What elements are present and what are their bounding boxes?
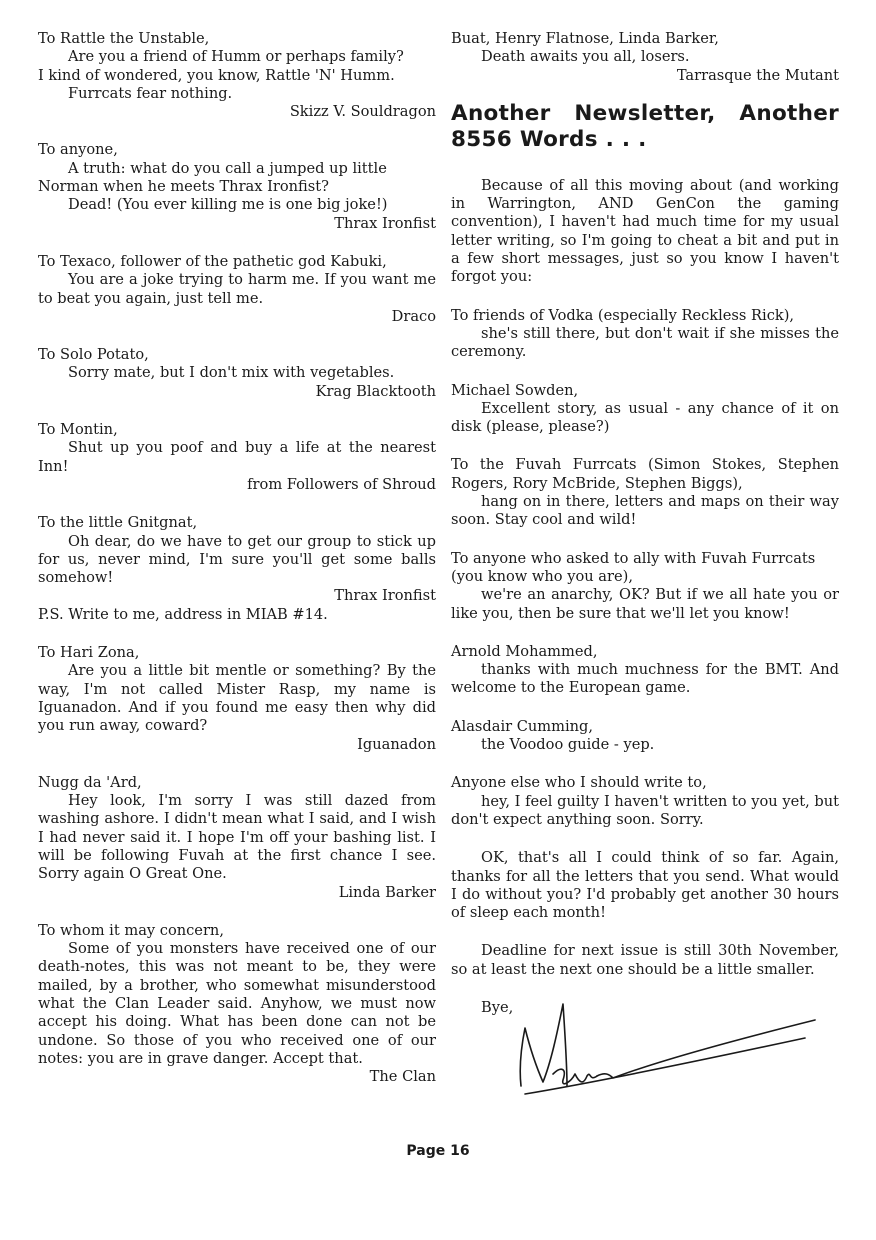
message-recipient: Alasdair Cumming, <box>451 717 594 735</box>
message <box>38 644 436 754</box>
message <box>38 141 436 232</box>
message-recipient: To whom it may concern, <box>38 921 224 939</box>
message-signature: Skizz V. Souldragon <box>289 103 436 121</box>
message-body: Oh dear, do we have to get our group to stick up for us, never mind, I'm sure you'll get some balls somehow! <box>38 532 436 587</box>
message-recipient: To Solo Potato, <box>38 346 149 364</box>
message <box>38 774 436 902</box>
message <box>38 253 436 326</box>
headline-line: Another Newsletter, Another <box>451 100 839 126</box>
message-body: A truth: what do you call a jumped up little Norman when he meets Thrax Ironfist? <box>38 159 387 196</box>
message <box>451 307 839 362</box>
message-signature: Draco <box>391 307 436 325</box>
message-body: we're an anarchy, OK? But if we all hate you or like you, then be sure that we'll let you know! <box>451 586 839 622</box>
message <box>451 643 839 698</box>
message <box>451 550 839 623</box>
message-body: Some of you monsters have received one of our death-notes, this was not meant to be, they were mailed, by a brother, who somewhat misunderstood what the Clan Leader said. Anyhow, we must now accept his doing. What has been done can not be undone. So those of you who received one of our notes: you are in grave danger. Accept that. <box>38 940 436 1067</box>
message-recipient: To Texaco, follower of the pathetic god Kabuki, <box>38 252 387 270</box>
message <box>38 346 436 401</box>
intro-paragraph <box>451 177 839 287</box>
message-body: Sorry mate, but I don't mix with vegetables. <box>68 364 395 382</box>
message <box>451 718 839 755</box>
message-body: Are you a little bit mentle or something? By the way, I'm not called Mister Rasp, my name is Iguanadon. And if you found me easy then why did you run away, coward? <box>38 662 436 735</box>
message <box>451 382 839 437</box>
message-signature: Thrax Ironfist <box>334 587 436 605</box>
message-recipient: To friends of Vodka (especially Reckless Rick), <box>451 306 795 324</box>
message-signature: Tarrasque the Mutant <box>676 66 839 84</box>
message-recipient: Arnold Mohammed, <box>451 642 598 660</box>
article-headline <box>451 101 839 153</box>
message-body: thanks with much muchness for the BMT. And welcome to the European game. <box>451 661 839 697</box>
message-recipient: Nugg da 'Ard, <box>38 773 142 791</box>
message-signature: Iguanadon <box>357 735 436 753</box>
closing-paragraph <box>451 849 839 922</box>
message <box>451 456 839 529</box>
message-recipient: To Hari Zona, <box>38 644 140 662</box>
paragraph-text: OK, that's all I could think of so far. Again, thanks for all the letters that you send. What would I do without you? I'd probably get another 30 hours of sleep each month! <box>451 849 839 922</box>
message-recipient: To the Fuvah Furrcats (Simon Stokes, Stephen Rogers, Rory McBride, Stephen Biggs), <box>451 456 839 492</box>
paragraph-text: Because of all this moving about (and working in Warrington, AND GenCon the gaming convention), I haven't had much time for my usual letter writing, so I'm going to cheat a bit and put in a few short messages, just so you know I haven't forgot you: <box>451 176 839 286</box>
message-body: Death awaits you all, losers. <box>481 48 690 66</box>
message <box>38 421 436 494</box>
headline-line: 8556 Words . . . <box>451 126 647 152</box>
message-body: You are a joke trying to harm me. If you want me to beat you again, just tell me. <box>38 271 436 307</box>
message-signature: from Followers of Shroud <box>247 475 436 493</box>
message-postscript: P.S. Write to me, address in MIAB #14. <box>38 605 328 623</box>
message-body: the Voodoo guide - yep. <box>481 736 655 754</box>
message-body: Shut up you poof and buy a life at the nearest Inn! <box>38 439 436 475</box>
left-column <box>38 30 436 1107</box>
message <box>38 922 436 1087</box>
message-recipient: To the little Gnitgnat, <box>38 514 198 532</box>
message-recipient: To anyone, <box>38 141 118 159</box>
message-recipient: To Rattle the Unstable, <box>38 30 210 47</box>
message-body: hang on in there, letters and maps on their way soon. Stay cool and wild! <box>451 493 839 529</box>
message-recipient: Michael Sowden, <box>451 381 579 399</box>
message-recipient: To anyone who asked to ally with Fuvah Furrcats (you know who you are), <box>451 549 816 585</box>
message-signature: The Clan <box>369 1068 436 1086</box>
message-recipient: To Montin, <box>38 421 118 439</box>
message-line: I kind of wondered, you know, Rattle 'N' Humm. <box>38 66 395 84</box>
closing-paragraph <box>451 942 839 979</box>
right-column <box>451 30 839 1037</box>
message <box>38 30 436 121</box>
message <box>451 30 839 85</box>
message-signature: Linda Barker <box>338 883 436 901</box>
message-signature: Thrax Ironfist <box>334 214 436 232</box>
message-signature: Krag Blacktooth <box>315 382 436 400</box>
message-body: Excellent story, as usual - any chance of it on disk (please, please?) <box>451 399 839 436</box>
message-recipient: Anyone else who I should write to, <box>451 774 707 792</box>
message-line: Furrcats fear nothing. <box>68 84 233 102</box>
message-body: hey, I feel guilty I haven't written to you yet, but don't expect anything soon. Sorry. <box>451 792 839 828</box>
message <box>38 514 436 624</box>
message-body: she's still there, but don't wait if she misses the ceremony. <box>451 324 839 361</box>
paragraph-text: Deadline for next issue is still 30th November, so at least the next one should be a little smaller. <box>451 942 839 978</box>
message-recipient: Buat, Henry Flatnose, Linda Barker, <box>451 30 719 47</box>
handwritten-signature <box>505 990 825 1100</box>
sign-off-text: Bye, <box>481 998 514 1016</box>
message <box>451 774 839 829</box>
page-number: Page 16 <box>406 1143 470 1159</box>
message-line: Are you a friend of Humm or perhaps family? <box>68 48 404 66</box>
message-body: Dead! (You ever killing me is one big joke!) <box>68 196 388 214</box>
message-body: Hey look, I'm sorry I was still dazed from washing ashore. I didn't mean what I said, and I wish I had never said it. I hope I'm off your bashing list. I will be following Fuvah at the first chance I see. Sorry again O Great One. <box>38 792 436 883</box>
